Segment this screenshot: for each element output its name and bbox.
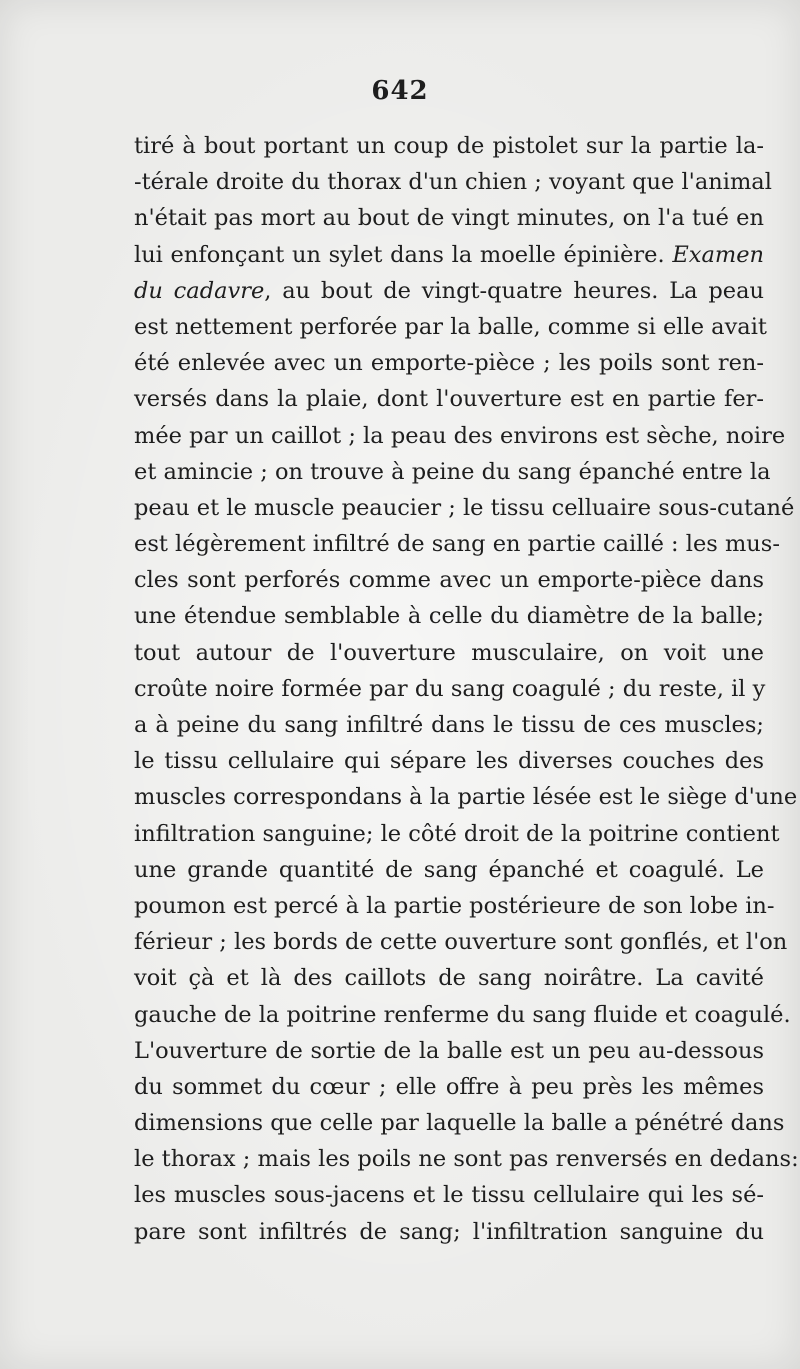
text-line: du sommet du cœur ; elle offre à peu près les mêmes	[134, 1073, 764, 1100]
text-line: muscles correspondans à la partie lésée est le siège d'une	[134, 784, 798, 811]
italic-phrase: Examen	[672, 241, 764, 268]
text-line: -térale droite du thorax d'un chien ; voyant que l'animal	[134, 169, 772, 196]
text-line: le thorax ; mais les poils ne sont pas renversés en dedans:	[134, 1146, 799, 1173]
text-line: du cadavre, au bout de vingt-quatre heures. La peau	[134, 277, 764, 304]
text-line: une grande quantité de sang épanché et coagulé. Le	[134, 856, 764, 883]
text-line: lui enfonçant un sylet dans la moelle épinière. Examen	[134, 241, 764, 268]
text-line: poumon est percé à la partie postérieure de son lobe in-	[134, 892, 775, 919]
text-line: versés dans la plaie, dont l'ouverture est en partie fer-	[134, 386, 764, 413]
text-line: est légèrement infiltré de sang en partie caillé : les mus-	[134, 531, 780, 558]
text-line: férieur ; les bords de cette ouverture sont gonflés, et l'on	[134, 929, 788, 956]
italic-phrase: du cadavre	[134, 277, 265, 304]
text-line: cles sont perforés comme avec un emporte-pièce dans	[134, 567, 764, 594]
text-line: et amincie ; on trouve à peine du sang épanché entre la	[134, 458, 771, 485]
text-line: peau et le muscle peaucier ; le tissu celluaire sous-cutané	[134, 494, 795, 521]
text-line: est nettement perforée par la balle, comme si elle avait	[134, 313, 767, 340]
text-line: tout autour de l'ouverture musculaire, on voit une	[134, 639, 764, 666]
text-line: dimensions que celle par laquelle la balle a pénétré dans	[134, 1110, 785, 1137]
text-line: été enlevée avec un emporte-pièce ; les poils sont ren-	[134, 350, 764, 377]
page-number: 642	[371, 76, 429, 106]
text-line: le tissu cellulaire qui sépare les diverses couches des	[134, 748, 764, 775]
text-line: les muscles sous-jacens et le tissu cellulaire qui les sé-	[134, 1182, 764, 1209]
text-line: gauche de la poitrine renferme du sang fluide et coagulé.	[134, 1001, 791, 1028]
text-line: L'ouverture de sortie de la balle est un peu au-dessous	[134, 1037, 764, 1064]
text-line: a à peine du sang infiltré dans le tissu de ces muscles;	[134, 712, 764, 738]
text-line: pare sont infiltrés de sang; l'infiltration sanguine du	[134, 1218, 764, 1245]
text-line: voit çà et là des caillots de sang noirâtre. La cavité	[134, 965, 764, 992]
text-line: croûte noire formée par du sang coagulé ; du reste, il y	[134, 675, 766, 702]
text-line: tiré à bout portant un coup de pistolet sur la partie la-	[134, 133, 764, 159]
text-line: mée par un caillot ; la peau des environs est sèche, noire	[134, 422, 786, 449]
text-line: une étendue semblable à celle du diamètre de la balle;	[134, 603, 764, 630]
body-text	[134, 128, 799, 1250]
text-line: infiltration sanguine; le côté droit de la poitrine contient	[134, 820, 780, 847]
text-line: n'était pas mort au bout de vingt minutes, on l'a tué en	[134, 205, 764, 232]
